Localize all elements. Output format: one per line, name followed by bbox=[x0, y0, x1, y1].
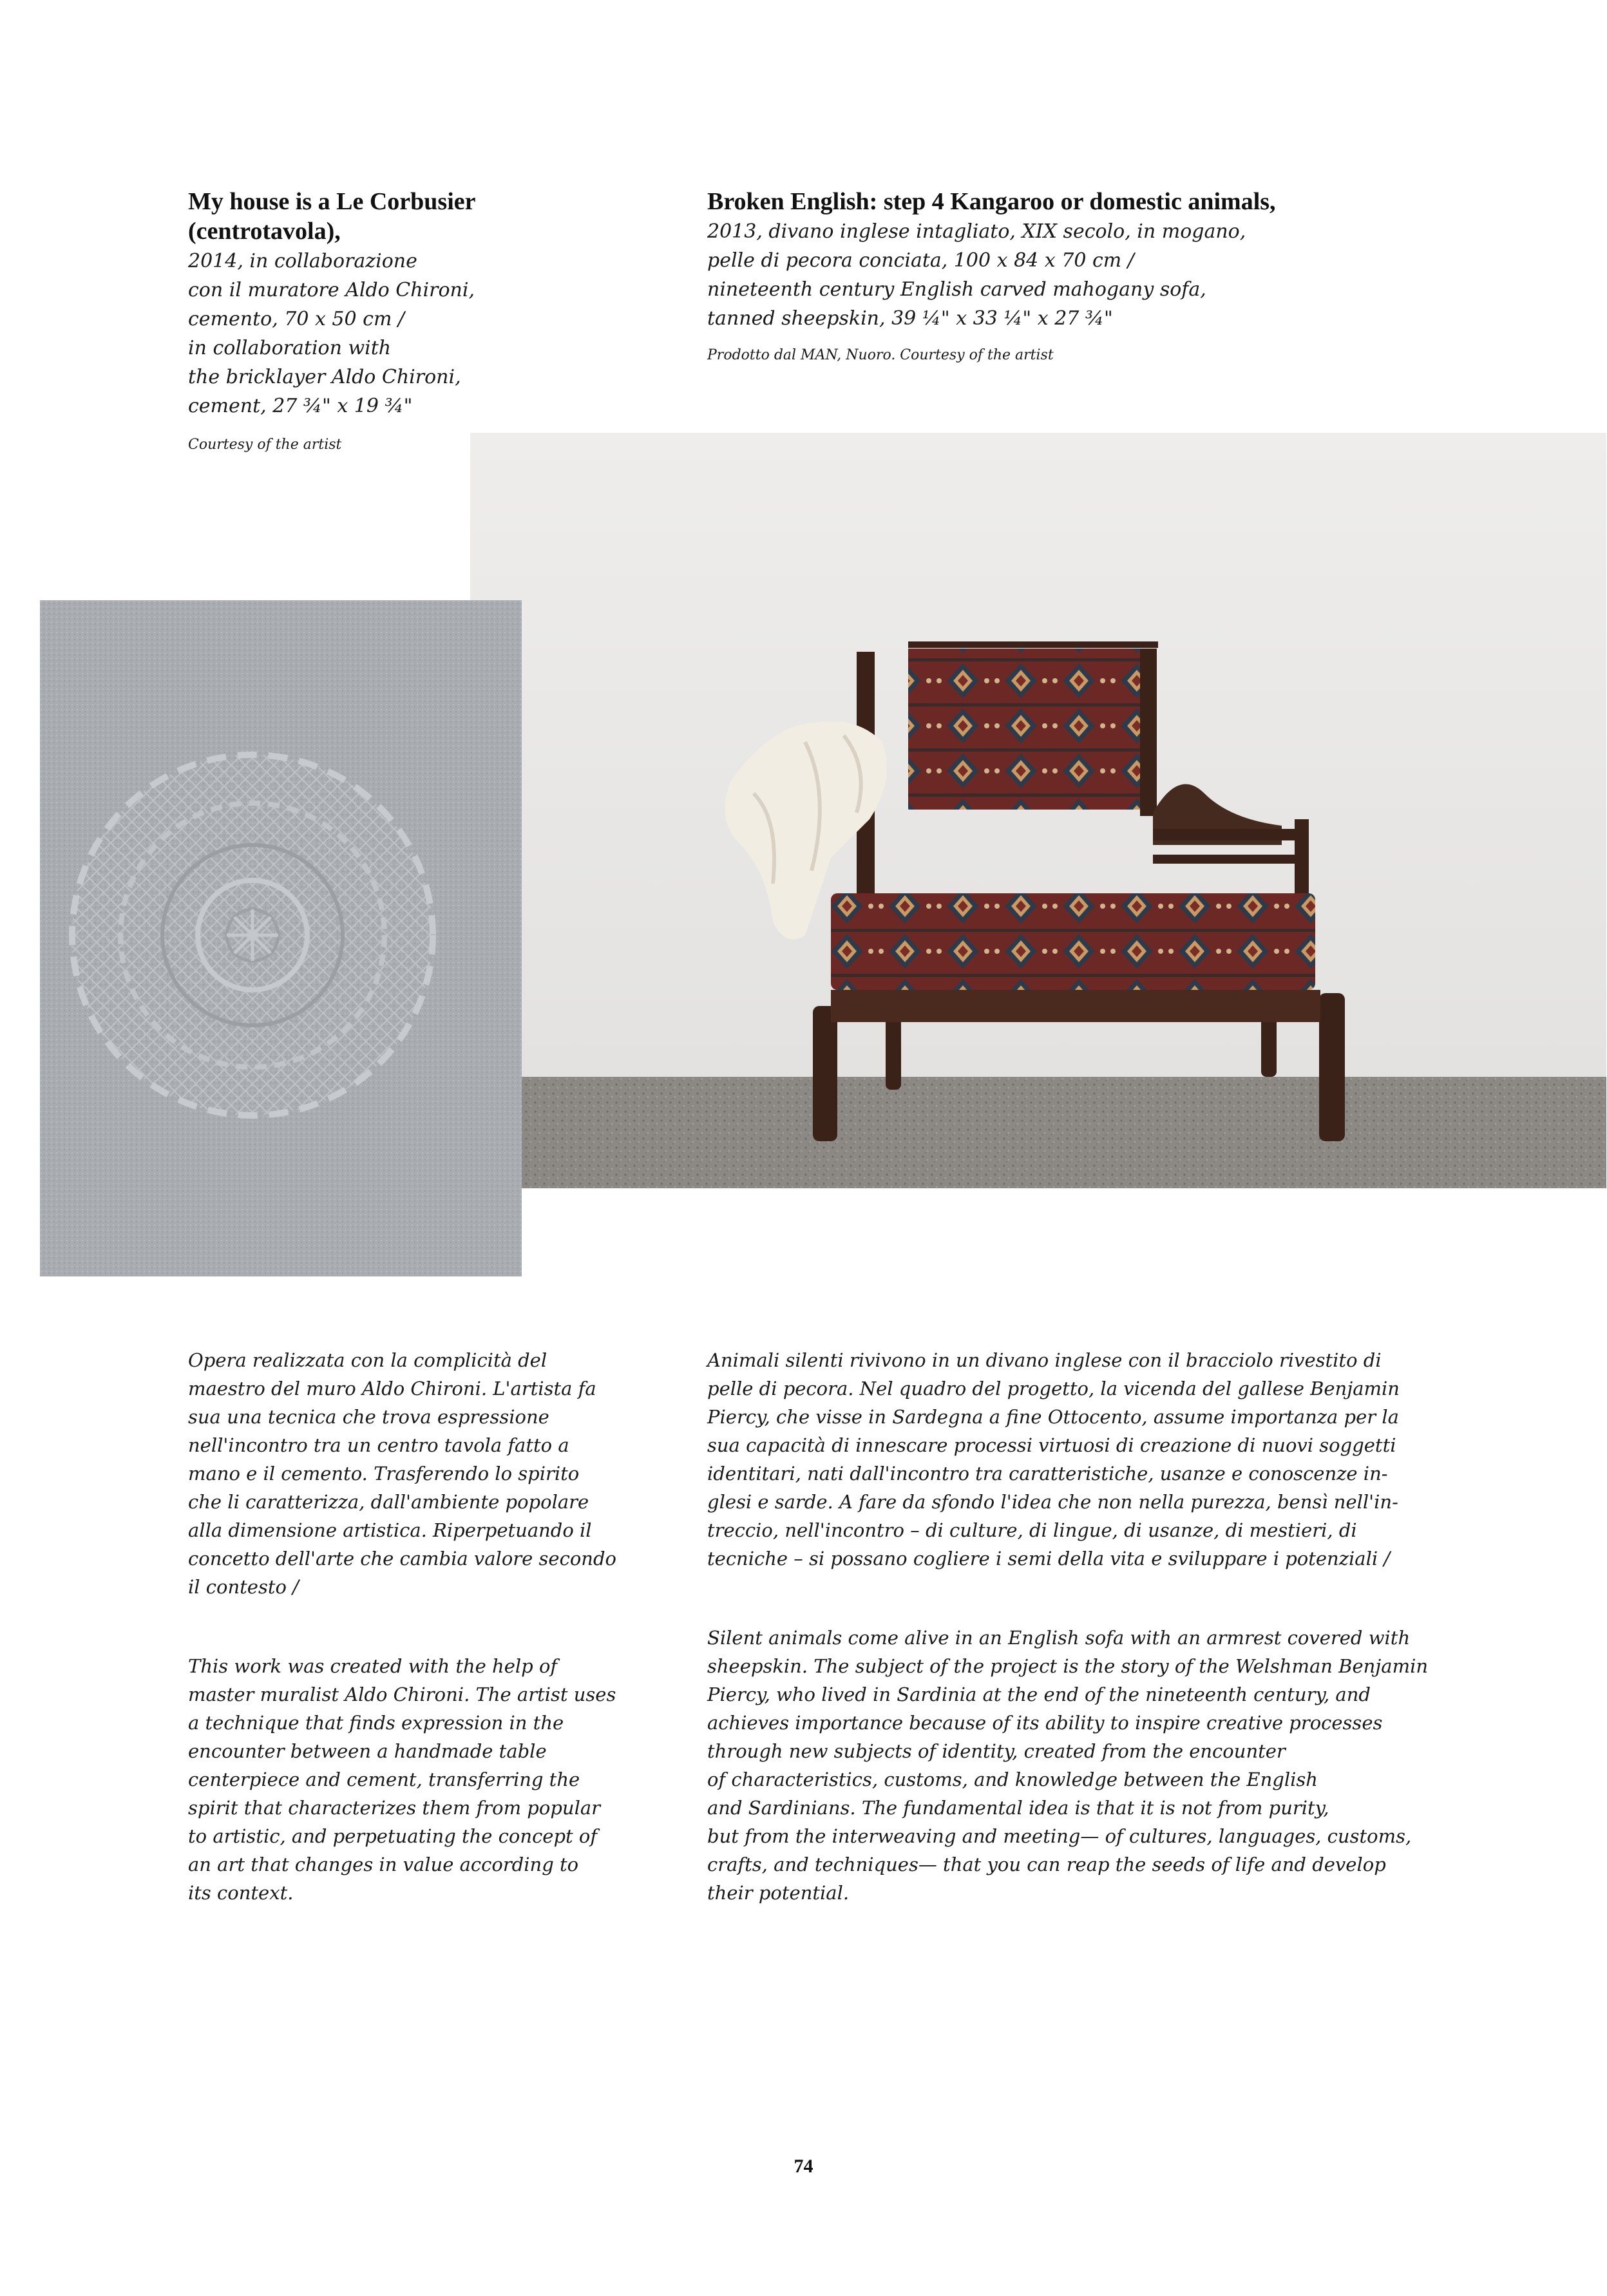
right-text-italian: Animali silenti rivivono in un divano inglese con il bracciolo rivestito di pelle di pecora. Nel quadro del progetto, la vicenda del gallese Benjamin Piercy, che visse in Sardegna a fine Ottocento, assume importanza per la sua capacità di innescare processi virtuosi di creazione di nuovi soggetti identitari, nati dall'incontro tra caratteristiche, usanze e conoscenze in- glesi e sarde. A fare da sfondo l'idea che non nella purezza, bensì nell'in- treccio, nell'incontro – di culture, di lingue, di usanze, di mestieri, di tecniche – si possano cogliere i semi della vita e sviluppare i potenziali / bbox=[707, 1349, 1400, 1570]
left-caption-credit: Courtesy of the artist bbox=[188, 437, 342, 453]
right-caption-title: Broken English: step 4 Kangaroo or domestic animals, bbox=[707, 188, 1276, 215]
left-text-italian: Opera realizzata con la complicità del maestro del muro Aldo Chironi. L'artista fa sua una tecnica che trova espressione nell'incontro tra un centro tavola fatto a mano e il cemento. Trasferendo lo spirito che li caratterizza, dall'ambiente popolare alla dimensione artistica. Riperpetuando il concetto dell'arte che cambia valore secondo il contesto / bbox=[188, 1349, 616, 1598]
left-caption-body: 2014, in collaborazione con il muratore Aldo Chironi, cemento, 70 x 50 cm / in collaboration with the bricklayer Aldo Chironi, cement, 27 ¾" x 19 ¾" bbox=[188, 250, 475, 417]
concrete-centerpiece-photo bbox=[40, 600, 522, 1276]
page-number: 74 bbox=[794, 2156, 813, 2177]
left-text-english: This work was created with the help of master muralist Aldo Chironi. The artist uses a technique that finds expression in the encounter between a handmade table centerpiece and cement, transferring the spirit that characterizes them from popular to artistic, and perpetuating the concept of an art that changes in value according to its context. bbox=[188, 1655, 616, 1904]
sofa-photo bbox=[470, 433, 1606, 1188]
right-caption-body: 2013, divano inglese intagliato, XIX secolo, in mogano, pelle di pecora conciata, 100 x 84 x 70 cm / nineteenth century English carved mahogany sofa, tanned sheepskin, 39 ¼" x 33 ¼" x 27 ¾" bbox=[707, 220, 1246, 330]
right-caption-credit: Prodotto dal MAN, Nuoro. Courtesy of the artist bbox=[707, 347, 1054, 363]
right-text-english: Silent animals come alive in an English sofa with an armrest covered with sheepskin. The subject of the project is the story of the Welshman Benjamin Piercy, who lived in Sardinia at the end of the nineteenth century, and achieves importance because of its ability to inspire creative processes through new subjects of identity, created from the encounter of characteristics, customs, and knowledge between the English and Sardinians. The fundamental idea is that it is not from purity, but from the interweaving and meeting— of cultures, languages, customs, crafts, and techniques— that you can reap the seeds of life and develop their potential. bbox=[707, 1627, 1429, 1904]
left-caption-title: My house is a Le Corbusier (centrotavola), bbox=[188, 188, 476, 245]
